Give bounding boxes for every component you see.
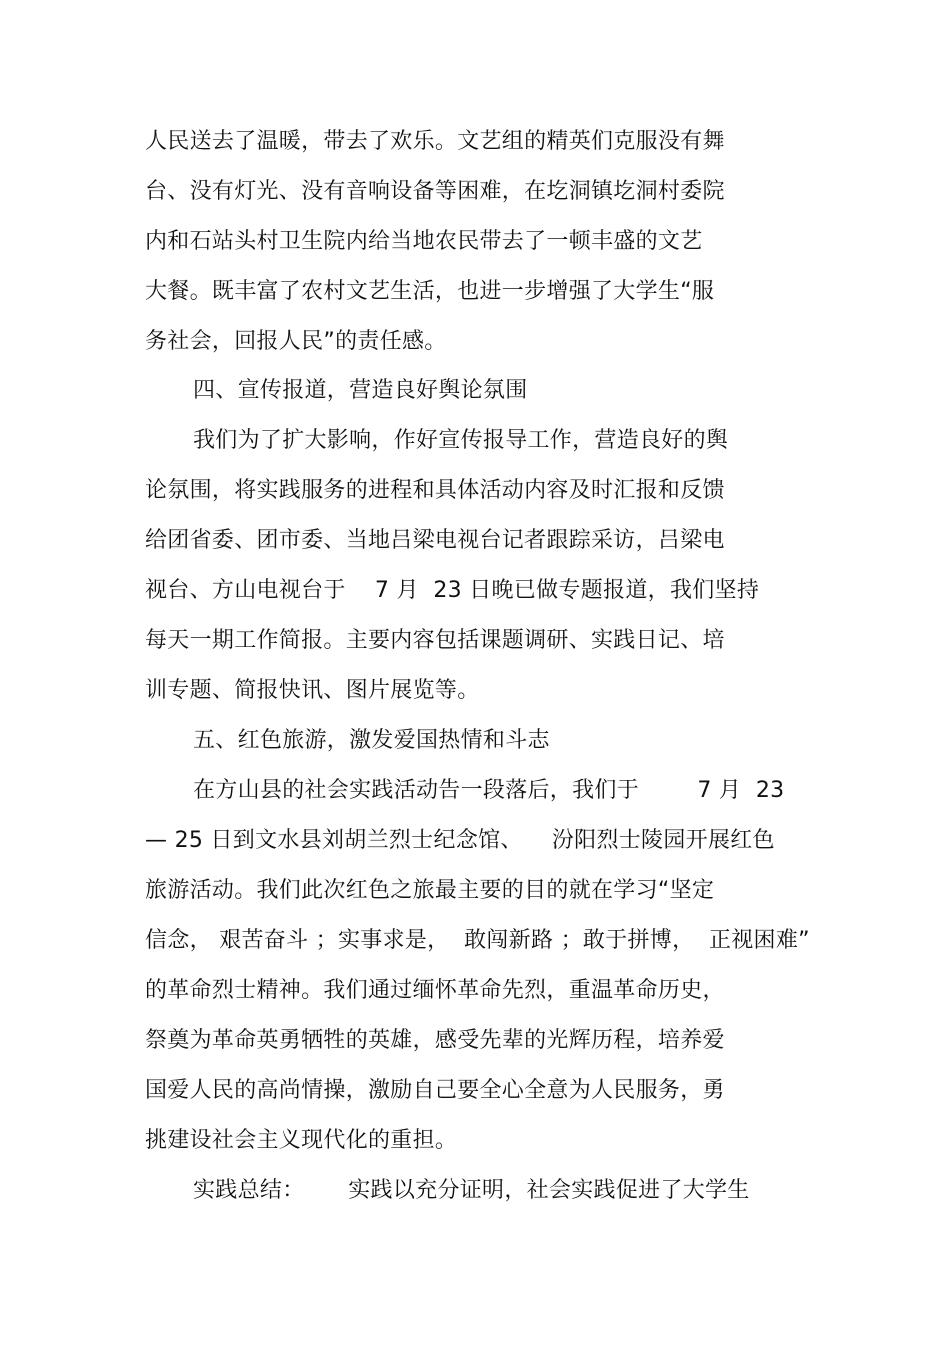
- paragraph-line: 人民送去了温暖，带去了欢乐。文艺组的精英们克服没有舞: [145, 129, 725, 154]
- paragraph-line: 训专题、简报快讯、图片展览等。: [145, 678, 480, 703]
- paragraph-line: 挑建设社会主义现代化的重担。: [145, 1128, 458, 1153]
- paragraph-line: 在方山县的社会实践活动告一段落后，我们于 7 月 23: [193, 778, 785, 803]
- paragraph-line: 论氛围，将实践服务的进程和具体活动内容及时汇报和反馈: [145, 478, 725, 503]
- paragraph-line: 大餐。既丰富了农村文艺生活，也进一步增强了大学生“服: [145, 279, 715, 304]
- section-heading: 五、红色旅游，激发爱国热情和斗志: [193, 728, 550, 753]
- paragraph-line: 的革命烈士精神。我们通过缅怀革命先烈，重温革命历史，: [145, 978, 725, 1003]
- paragraph-line: 给团省委、团市委、当地吕梁电视台记者跟踪采访，吕梁电: [145, 528, 725, 553]
- paragraph-line: 实践总结： 实践以充分证明，社会实践促进了大学生: [193, 1178, 750, 1203]
- paragraph-line: 视台、方山电视台于 7 月 23 日晚已做专题报道，我们坚持: [145, 578, 760, 603]
- paragraph-line: 国爱人民的高尚情操，激励自己要全心全意为人民服务，勇: [145, 1078, 725, 1103]
- paragraph-line: 旅游活动。我们此次红色之旅最主要的目的就在学习“坚定: [145, 878, 715, 903]
- paragraph-line: 务社会，回报人民”的责任感。: [145, 329, 447, 354]
- paragraph-line: 台、没有灯光、没有音响设备等困难，在圪洞镇圪洞村委院: [145, 179, 725, 204]
- paragraph-line: — 25 日到文水县刘胡兰烈士纪念馆、 汾阳烈士陵园开展红色: [145, 828, 775, 853]
- paragraph-line: 我们为了扩大影响，作好宣传报导工作，营造良好的舆: [193, 428, 729, 453]
- paragraph-line: 信念， 艰苦奋斗 ；实事求是， 敢闯新路 ；敢于拼博， 正视困难”: [145, 928, 810, 953]
- section-heading: 四、宣传报道，营造良好舆论氛围: [193, 378, 528, 403]
- paragraph-line: 内和石站头村卫生院内给当地农民带去了一顿丰盛的文艺: [145, 229, 703, 254]
- paragraph-line: 每天一期工作简报。主要内容包括课题调研、实践日记、培: [145, 628, 725, 653]
- paragraph-line: 祭奠为革命英勇牺牲的英雄，感受先辈的光辉历程，培养爱: [145, 1028, 725, 1053]
